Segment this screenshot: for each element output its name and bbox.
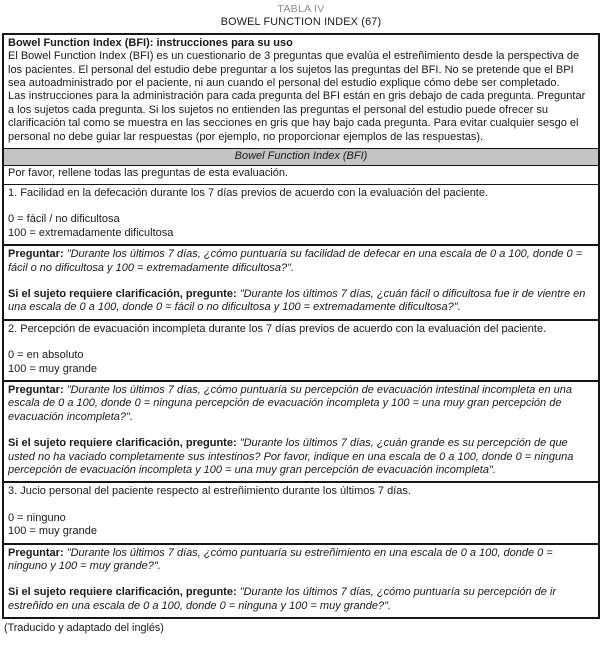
question-1-row bbox=[4, 184, 598, 244]
question-1-title: 1. Facilidad en la defecación durante los 7 días previos de acuerdo con la evaluación del paciente. bbox=[8, 186, 489, 199]
question-2-title: 2. Percepción de evacuación incompleta durante los 7 días previos de acuerdo con la evaluación del paciente. bbox=[8, 322, 547, 335]
question-2-anchor-high: 100 = muy grande bbox=[8, 362, 97, 375]
question-3-script-row bbox=[4, 543, 598, 618]
question-2-clarify-quote: "Durante los últimos 7 días, ¿cuán grande es su percepción de que usted no ha vaciado completamente sus intestinos? Por favor, indique en una escala de 0 a 100, donde 0 = ninguna percepción de evacuación incompleta y 100 = una muy gran percepción de evacuación incompleta". bbox=[8, 437, 574, 476]
blank-line bbox=[8, 200, 593, 213]
question-2-ask-quote: "Durante los últimos 7 días, ¿cómo puntuaría su percepción de evacuación intestinal incompleta en una escala de 0 a 100, donde 0 = ninguna percepción de evacuación incompleta y 100 = una muy gran percepción de evacuación incompleta?". bbox=[8, 383, 572, 423]
question-2-anchor-low: 0 = en absoluto bbox=[8, 349, 84, 362]
question-1-script-row bbox=[4, 244, 598, 321]
question-3-clarify bbox=[8, 586, 593, 613]
question-2-row bbox=[4, 321, 598, 380]
table-title: BOWEL FUNCTION INDEX (67) bbox=[220, 16, 382, 29]
question-3-title: 3. Jucio personal del paciente respecto al estreñimiento durante los últimos 7 días. bbox=[8, 485, 411, 498]
question-3-ask-quote: "Durante los últimos 7 días, ¿cómo puntuaría su estreñimiento en una escala de 0 a 100, donde 0 = ninguno y 100 = muy grande?". bbox=[8, 546, 553, 572]
document-page bbox=[0, 3, 602, 636]
question-1-anchor-high: 100 = extremadamente dificultosa bbox=[8, 226, 174, 239]
question-1-clarify-label: Si el sujeto requiere clarificación, pregunte: bbox=[8, 287, 237, 300]
question-3-row bbox=[4, 483, 598, 542]
intro-paragraph-2: Las instrucciones para la administración para cada pregunta del BFI están en gris debajo de cada pregunta. Preguntar a los sujetos cada pregunta. Si los sujetos no entienden las preguntas el personal del estudio puede ofrecer su clarificación tal como se muestra en las secciones en gris que hay bajo cada pregunta. Para evitar cualquier sesgo el personal no debe guiar lar respuestas (por ejemplo, no proporcionar ejemplos de las respuestas). bbox=[8, 90, 586, 143]
intro-row bbox=[4, 35, 598, 148]
band-header-row bbox=[4, 148, 598, 165]
question-1-anchor-low: 0 = fácil / no dificultosa bbox=[8, 213, 120, 226]
question-1-clarify bbox=[8, 288, 593, 315]
blank-line bbox=[8, 336, 593, 349]
bfi-table bbox=[2, 33, 600, 619]
question-2-clarify bbox=[8, 437, 593, 477]
table-label: TABLA IV bbox=[277, 3, 325, 15]
question-3-ask bbox=[8, 547, 593, 574]
question-1-ask-label: Preguntar: bbox=[8, 248, 64, 261]
question-2-script-row bbox=[4, 380, 598, 483]
question-2-ask bbox=[8, 384, 593, 424]
question-3-anchor-low: 0 = ninguno bbox=[8, 511, 66, 524]
question-1-clarify-quote: "Durante los últimos 7 días, ¿cuán fácil o dificultosa fue ir de vientre en una escala de 0 a 100, donde 0 = fácil o no dificultosa y 100 = extremadamente dificultosa?". bbox=[8, 287, 586, 314]
question-2-ask-label: Preguntar: bbox=[8, 383, 64, 396]
table-caption bbox=[0, 3, 602, 30]
intro-heading: Bowel Function Index (BFI): instrucciones para su uso bbox=[8, 36, 293, 49]
question-3-anchor-high: 100 = muy grande bbox=[8, 525, 97, 538]
blank-line bbox=[8, 424, 593, 437]
question-1-ask-quote: "Durante los últimos 7 días, ¿cómo puntuaría su facilidad de defecar en una escala de 0 a 100, donde 0 = fácil o no dificultosa y 100 = extremadamente dificultosa?". bbox=[8, 248, 583, 274]
blank-line bbox=[8, 275, 593, 288]
translation-footnote: (Traducido y adaptado del inglés) bbox=[4, 622, 164, 635]
question-3-clarify-label: Si el sujeto requiere clarificación, pregunte: bbox=[8, 586, 237, 599]
fill-instruction-row bbox=[4, 165, 598, 183]
blank-line bbox=[8, 499, 593, 512]
question-3-clarify-quote: "Durante los últimos 7 días, ¿cómo puntuaría su percepción de ir estreñido en una escala de 0 a 100, donde 0 = ninguna y 100 = muy grande?". bbox=[8, 586, 557, 612]
blank-line bbox=[8, 573, 593, 586]
band-title: Bowel Function Index (BFI) bbox=[234, 150, 368, 163]
question-1-ask bbox=[8, 248, 593, 275]
question-2-clarify-label: Si el sujeto requiere clarificación, pregunte: bbox=[8, 437, 237, 450]
fill-instruction-text: Por favor, rellene todas las preguntas de esta evaluación. bbox=[8, 167, 289, 180]
intro-paragraph-1: El Bowel Function Index (BFI) es un cuestionario de 3 preguntas que evalúa el estreñimiento desde la perspectiva de los pacientes. El personal del estudio debe preguntar a los sujetos las preguntas del BFI. No se pretende que el BPI sea autoadministrado por el paciente, ni aun cuando el personal del estudio explique cómo debe ser completado. bbox=[8, 50, 580, 90]
question-3-ask-label: Preguntar: bbox=[8, 546, 64, 559]
